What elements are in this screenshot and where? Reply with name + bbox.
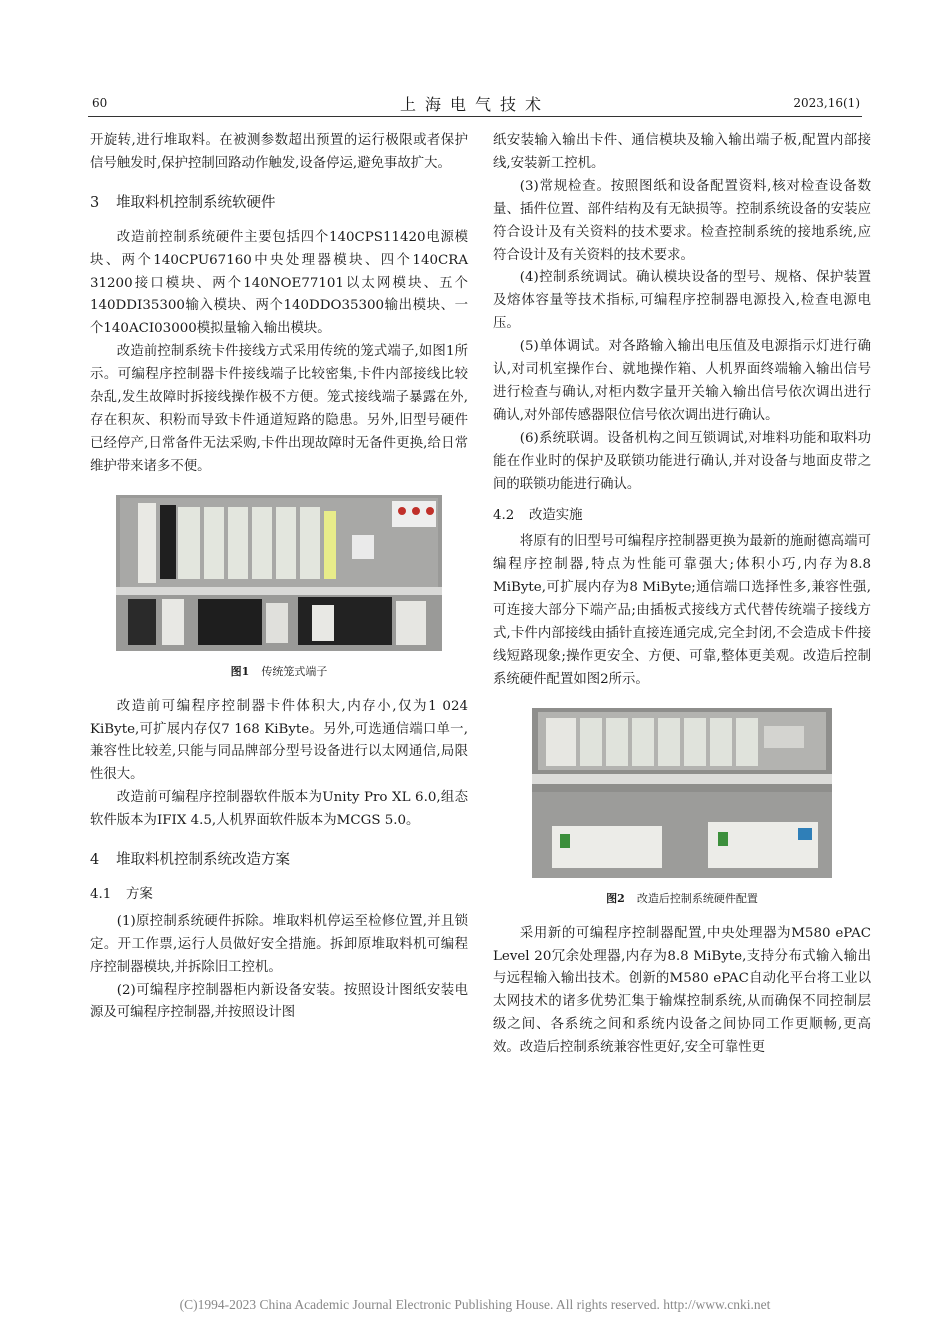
figure-1-caption <box>90 661 468 684</box>
section-heading <box>90 849 468 872</box>
subsection-title: 改造实施 <box>529 507 583 523</box>
paragraph: 采用新的可编程序控制器配置,中央处理器为M580 ePAC Level 20冗余处理器,内存为8.8 MiByte,支持分布式输入输出与远程输入输出技术。创新的M580 ePAC自动化平台将工业以太网技术的诸多优势汇集于输煤控制系统,从而确保不同控制层级之间、各系统之间和系统内设备之间协同工作更顺畅,更高效。改造后控制系统兼容性更好,安全可靠性更 <box>493 925 871 1056</box>
subsection-heading <box>493 505 871 528</box>
journal-title: 上海电气技术 <box>399 95 550 114</box>
copyright-footer: (C)1994-2023 China Academic Journal Electronic Publishing House. All rights reserved. http://www.cnki.net <box>179 1297 771 1312</box>
paragraph: (2)可编程序控制器柜内新设备安装。按照设计图纸安装电源及可编程序控制器,并按照设计图 <box>90 982 468 1021</box>
paragraph: (5)单体调试。对各路输入输出电压值及电源指示灯进行确认,对司机室操作台、就地操作箱、人机界面终端输入输出信号进行检查与确认,对柜内数字量开关输入输出信号依次调出进行确认,对外部传感器限位信号依次调出进行确认。 <box>493 339 871 423</box>
paragraph: 改造前控制系统硬件主要包括四个140CPS11420电源模块、两个140CPU67160中央处理器模块、四个140CRA 31200接口模块、两个140NOE77101以太网模块、五个140DDI35300输入模块、两个140DDO35300输出模块、一个140ACI03000模拟量输入输出模块。 <box>90 229 468 337</box>
figure-caption-text: 改造后控制系统硬件配置 <box>636 891 758 905</box>
left-column <box>90 130 468 1025</box>
figure-1 <box>90 495 468 684</box>
paragraph: (1)原控制系统硬件拆除。堆取料机停运至检修位置,并且锁定。开工作票,运行人员做好安全措施。拆卸原堆取料机可编程序控制器模块,并拆除旧工控机。 <box>90 913 468 975</box>
paragraph: 改造前控制系统卡件接线方式采用传统的笼式端子,如图1所示。可编程序控制器卡件接线端子比较密集,卡件内部接线比较杂乱,发生故障时拆接线操作极不方便。笼式接线端子暴露在外,存在积灰、积粉而导致卡件通道短路的隐患。另外,旧型号硬件已经停产,日常备件无法采购,卡件出现故障时无备件更换,给日常维护带来诸多不便。 <box>90 344 468 474</box>
subsection-number: 4.2 <box>493 507 515 523</box>
figure-label: 图2 <box>606 891 625 905</box>
section-number: 4 <box>90 852 100 869</box>
section-title: 堆取料机控制系统改造方案 <box>116 852 290 869</box>
paragraph: 改造前可编程序控制器软件版本为Unity Pro XL 6.0,组态软件版本为IFIX 4.5,人机界面软件版本为MCGS 5.0。 <box>90 790 468 829</box>
figure-1-image <box>116 495 442 651</box>
section-heading <box>90 192 468 215</box>
subsection-title: 方案 <box>126 886 153 902</box>
paragraph: (3)常规检查。按照图纸和设备配置资料,核对检查设备数量、插件位置、部件结构及有无缺损等。控制系统设备的安装应符合设计及有关资料的技术要求。检查控制系统的接地系统,应符合设计及有关资料的技术要求。 <box>493 178 871 263</box>
paragraph: (4)控制系统调试。确认模块设备的型号、规格、保护装置及熔体容量等技术指标,可编程序控制器电源投入,检查电源电压。 <box>493 270 871 332</box>
page-number: 60 <box>92 96 108 110</box>
paragraph: 将原有的旧型号可编程序控制器更换为最新的施耐德高端可编程序控制器,特点为性能可靠强大;体积小巧,内存为8.8 MiByte,可扩展内存为8 MiByte;通信端口选择性多,兼容性强,可连接大部分下端产品;由插板式接线方式代替传统端子接线方式,卡件内部接线由插针直接连通完成,完全封闭,不会造成卡件接线短路现象;操作更安全、方便、可靠,整体更美观。改造后控制系统硬件配置如图2所示。 <box>493 534 871 687</box>
figure-2-image <box>532 708 832 878</box>
paragraph: 改造前可编程序控制器卡件体积大,内存小,仅为1 024 KiByte,可扩展内存仅7 168 KiByte。另外,可选通信端口单一,兼容性比较差,只能与同品牌部分型号设备进行以太网通信,局限性很大。 <box>90 698 468 783</box>
section-title: 堆取料机控制系统软硬件 <box>116 194 276 211</box>
issue-info: 2023,16(1) <box>793 96 860 110</box>
section-number: 3 <box>90 194 100 211</box>
right-column <box>493 130 871 1060</box>
figure-2 <box>493 708 871 911</box>
paragraph: 开旋转,进行堆取料。在被测参数超出预置的运行极限或者保护信号触发时,保护控制回路动作触发,设备停运,避免事故扩大。 <box>90 133 468 171</box>
running-header <box>88 92 862 117</box>
figure-2-caption <box>493 888 871 911</box>
paragraph: 纸安装输入输出卡件、通信模块及输入输出端子板,配置内部接线,安装新工控机。 <box>493 133 871 171</box>
subsection-number: 4.1 <box>90 886 112 902</box>
figure-caption-text: 传统笼式端子 <box>261 664 328 678</box>
subsection-heading <box>90 884 468 907</box>
figure-label: 图1 <box>230 664 250 678</box>
paragraph: (6)系统联调。设备机构之间互锁调试,对堆料功能和取料功能在作业时的保护及联锁功能进行确认,并对设备与地面皮带之间的联锁功能进行确认。 <box>493 430 871 492</box>
